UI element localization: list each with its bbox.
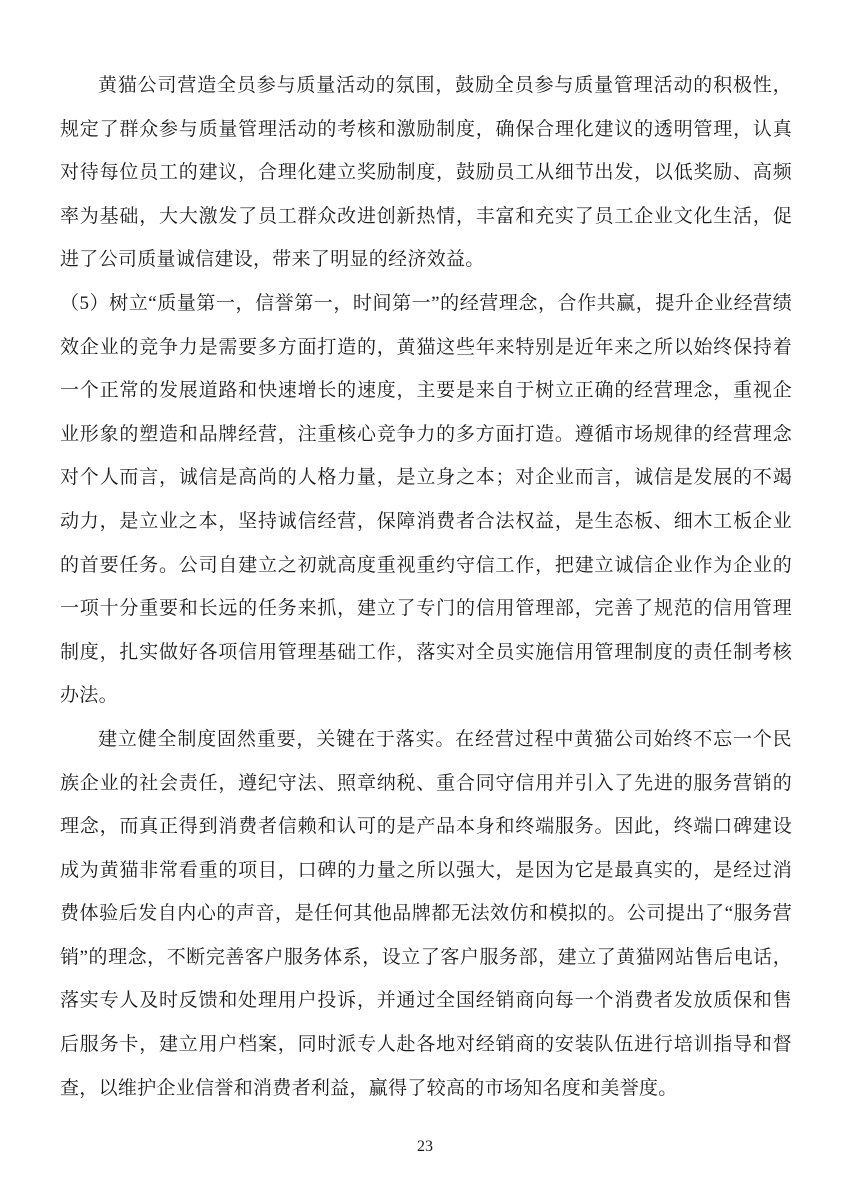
page-footer — [0, 1138, 850, 1156]
body-paragraph-implementation-service: 建立健全制度固然重要，关键在于落实。在经营过程中黄猫公司始终不忘一个民族企业的社会责任，遵纪守法、照章纳税、重合同守信用并引入了先进的服务营销的理念，而真正得到消费者信赖和认可的是产品本身和终端服务。因此，终端口碑建设成为黄猫非常看重的项目，口碑的力量之所以强大，是因为它是最真实的，是经过消费体验后发自内心的声音，是任何其他品牌都无法效仿和模拟的。公司提出了“服务营销”的理念，不断完善客户服务体系，设立了客户服务部，建立了黄猫网站售后电话，落实专人及时反馈和处理用户投诉，并通过全国经销商向每一个消费者发放质保和售后服务卡，建立用户档案，同时派专人赴各地对经销商的安装队伍进行培训指导和督查，以维护企业信誉和消费者利益，赢得了较高的市场知名度和美誉度。 — [60, 728, 792, 1099]
page-number: 23 — [417, 1138, 433, 1155]
body-paragraph-quality-activities: 黄猫公司营造全员参与质量活动的氛围，鼓励全员参与质量管理活动的积极性，规定了群众参与质量管理活动的考核和激励制度，确保合理化建议的透明管理，认真对待每位员工的建议，合理化建立奖励制度，鼓励员工从细节出发，以低奖励、高频率为基础，大大激发了员工群众改进创新热情，丰富和充实了员工企业文化生活，促进了公司质量诚信建设，带来了明显的经济效益。 — [60, 75, 792, 271]
document-body — [60, 64, 792, 1110]
body-paragraph-item5-business-philosophy: （5）树立“质量第一，信誉第一，时间第一”的经营理念，合作共赢，提升企业经营绩效企业的竞争力是需要多方面打造的，黄猫这些年来特别是近年来之所以始终保持着一个正常的发展道路和快速增长的速度，主要是来自于树立正确的经营理念，重视企业形象的塑造和品牌经营，注重核心竞争力的多方面打造。遵循市场规律的经营理念对个人而言，诚信是高尚的人格力量，是立身之本；对企业而言，诚信是发展的不竭动力，是立业之本，坚持诚信经营，保障消费者合法权益，是生态板、细木工板企业的首要任务。公司自建立之初就高度重视重约守信工作，把建立诚信企业作为企业的一项十分重要和长远的任务来抓，建立了专门的信用管理部，完善了规范的信用管理制度，扎实做好各项信用管理基础工作，落实对全员实施信用管理制度的责任制考核办法。 — [60, 292, 792, 707]
